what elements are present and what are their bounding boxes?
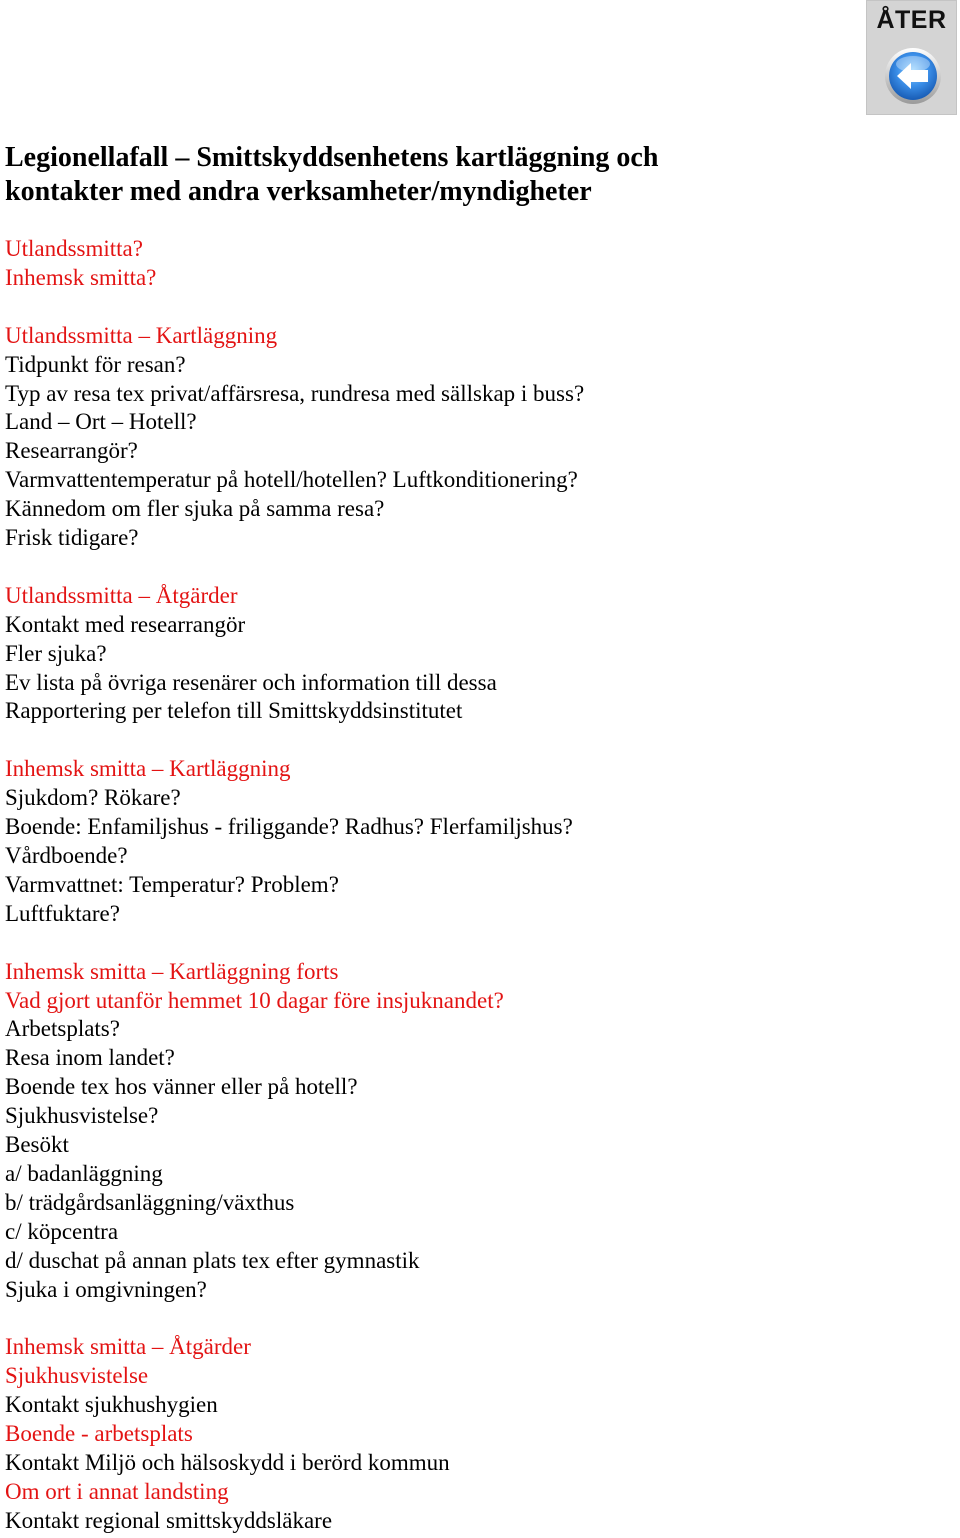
arrow-left-circle-icon [884, 47, 942, 105]
list-item: Luftfuktare? [5, 900, 120, 926]
list-item: d/ duschat på annan plats tex efter gymnastik [5, 1247, 420, 1273]
list-item: Researrangör? [5, 438, 138, 464]
action-region: Kontakt regional smittskyddsläkare [5, 1507, 333, 1533]
list-item: Land – Ort – Hotell? [5, 409, 197, 435]
section-heading-domestic-survey-cont: Inhemsk smitta – Kartläggning forts [5, 958, 339, 984]
document-body [5, 235, 855, 1536]
back-button[interactable] [866, 0, 957, 115]
list-item: b/ trädgårdsanläggning/växthus [5, 1189, 295, 1215]
list-item: Typ av resa tex privat/affärsresa, rundresa med sällskap i buss? [5, 380, 585, 406]
action-housing: Kontakt Miljö och hälsoskydd i berörd kommun [5, 1449, 450, 1475]
list-item: a/ badanläggning [5, 1160, 163, 1186]
list-item: Ev lista på övriga resenärer och information till dessa [5, 669, 497, 695]
list-item: Kontakt med researrangör [5, 611, 246, 637]
list-item: Varmvattnet: Temperatur? Problem? [5, 871, 339, 897]
list-item: Varmvattentemperatur på hotell/hotellen? Luftkonditionering? [5, 467, 578, 493]
document-title-line-1: Legionellafall – Smittskyddsenhetens kartläggning och [5, 142, 659, 173]
list-item: Boende: Enfamiljshus - friliggande? Radhus? Flerfamiljshus? [5, 814, 573, 840]
back-button-label: ÅTER [876, 6, 947, 34]
section-heading-abroad-actions: Utlandssmitta – Åtgärder [5, 582, 238, 608]
document-title [5, 141, 845, 209]
list-item: Arbetsplats? [5, 1016, 120, 1042]
section-heading-domestic-survey: Inhemsk smitta – Kartläggning [5, 756, 291, 782]
list-item: Tidpunkt för resan? [5, 351, 186, 377]
action-hospital: Kontakt sjukhushygien [5, 1392, 218, 1418]
document-title-line-2: kontakter med andra verksamheter/myndigheter [5, 176, 592, 207]
list-item: Sjuka i omgivningen? [5, 1276, 207, 1302]
list-item: Sjukhusvistelse? [5, 1103, 159, 1129]
list-item: Rapportering per telefon till Smittskyddsinstitutet [5, 698, 463, 724]
action-label-housing: Boende - arbetsplats [5, 1421, 193, 1447]
list-item: Boende tex hos vänner eller på hotell? [5, 1074, 358, 1100]
list-item: Vårdboende? [5, 842, 128, 868]
action-label-region: Om ort i annat landsting [5, 1478, 229, 1504]
list-item: Sjukdom? Rökare? [5, 785, 181, 811]
list-item: Fler sjuka? [5, 640, 107, 666]
action-label-hospital: Sjukhusvistelse [5, 1363, 149, 1389]
section-heading-domestic-actions: Inhemsk smitta – Åtgärder [5, 1334, 251, 1360]
list-item: c/ köpcentra [5, 1218, 119, 1244]
section-subheading: Vad gjort utanför hemmet 10 dagar före insjuknandet? [5, 987, 504, 1013]
list-item: Resa inom landet? [5, 1045, 175, 1071]
list-item: Besökt [5, 1132, 69, 1158]
list-item: Frisk tidigare? [5, 525, 139, 551]
question-domestic: Inhemsk smitta? [5, 264, 157, 290]
question-abroad: Utlandssmitta? [5, 236, 143, 261]
section-heading-abroad-survey: Utlandssmitta – Kartläggning [5, 322, 278, 348]
list-item: Kännedom om fler sjuka på samma resa? [5, 496, 385, 522]
